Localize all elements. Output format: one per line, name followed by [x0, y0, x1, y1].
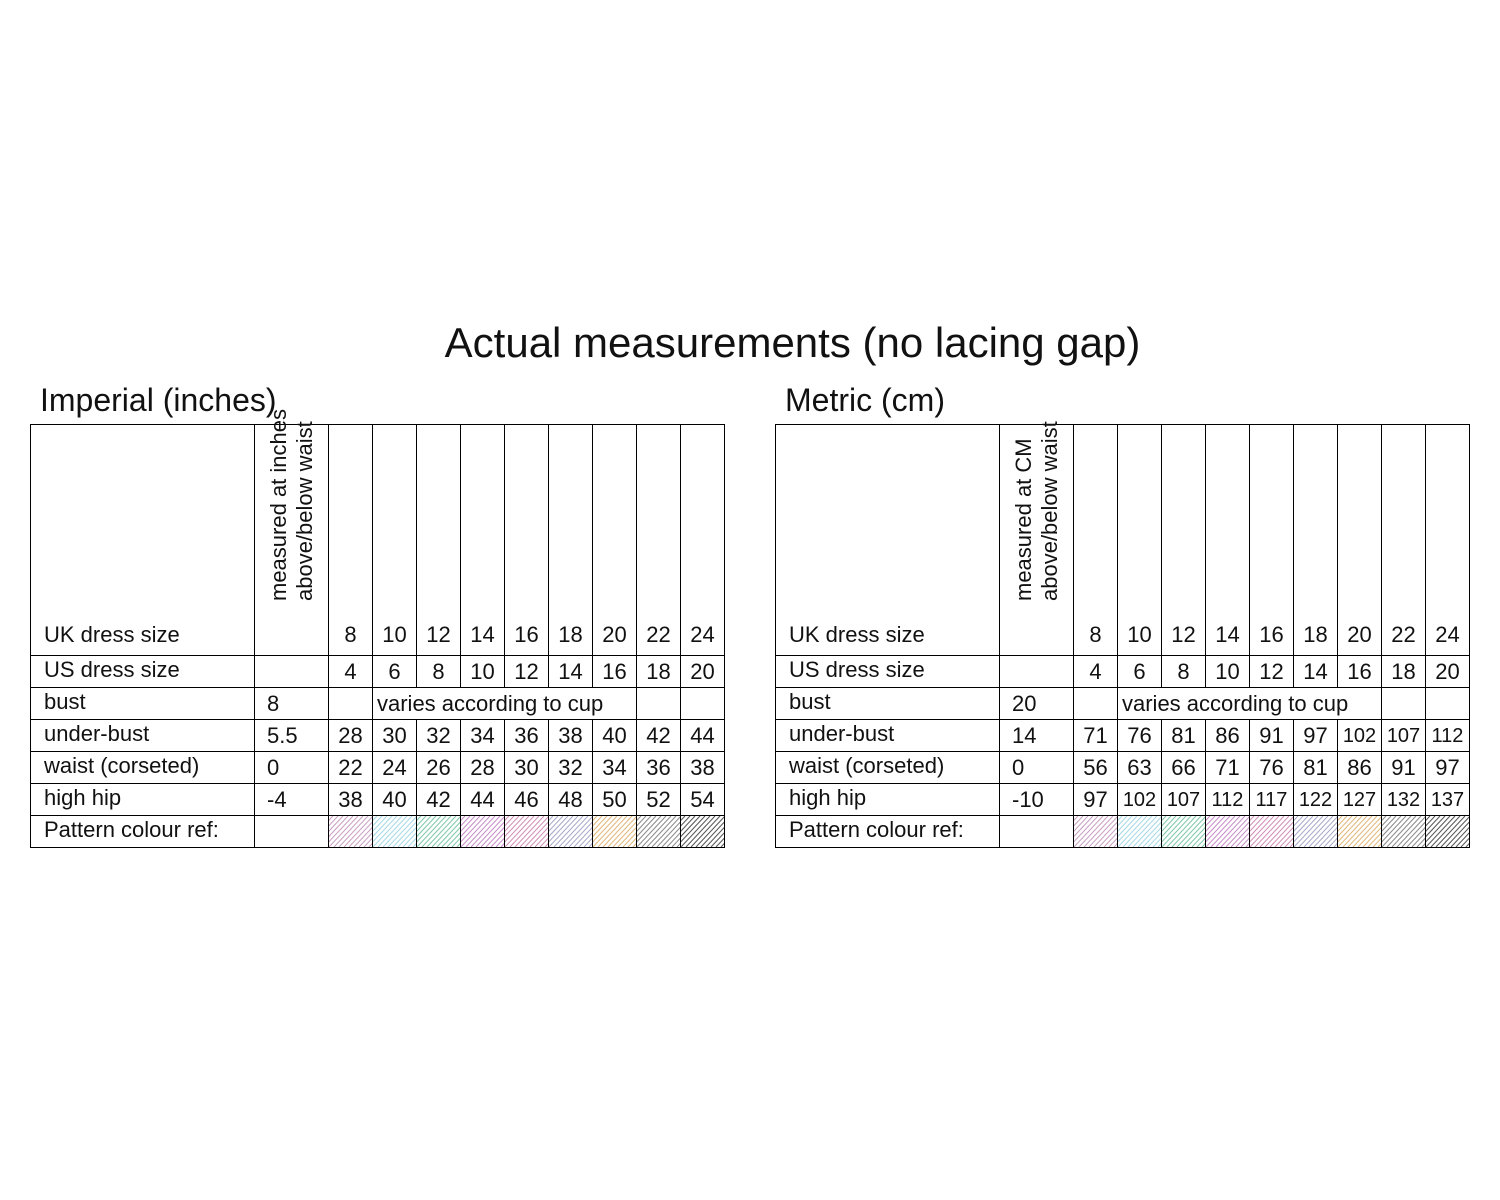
pattern-swatch — [1294, 816, 1338, 848]
value-cell: 86 — [1206, 720, 1250, 752]
row-label: under-bust — [776, 720, 1000, 752]
value-cell: 14 — [549, 656, 593, 688]
value-cell: 56 — [1074, 752, 1118, 784]
metric-section — [775, 380, 1470, 848]
value-cell: 102 — [1118, 784, 1162, 816]
value-cell: 18 — [637, 656, 681, 688]
page-title: Actual measurements (no lacing gap) — [444, 319, 1141, 366]
value-cell: 81 — [1162, 720, 1206, 752]
value-cell: 30 — [373, 720, 417, 752]
value-cell: 112 — [1426, 720, 1470, 752]
row-label: US dress size — [776, 656, 1000, 688]
row-offset: 0 — [1000, 752, 1074, 784]
row-offset: -4 — [255, 784, 329, 816]
uk-size-cell: 18 — [549, 425, 593, 656]
row-offset: 14 — [1000, 720, 1074, 752]
value-cell: 38 — [549, 720, 593, 752]
row-label: Pattern colour ref: — [31, 816, 255, 848]
table-row-waist — [776, 752, 1470, 784]
hatch-swatch-7 — [593, 816, 636, 847]
empty-cell — [1074, 688, 1118, 720]
hatch-swatch-2 — [1118, 816, 1161, 847]
value-cell: 20 — [681, 656, 725, 688]
uk-size-cell: 12 — [417, 425, 461, 656]
value-cell: 66 — [1162, 752, 1206, 784]
value-cell: 71 — [1074, 720, 1118, 752]
value-cell: 46 — [505, 784, 549, 816]
pattern-swatch — [1206, 816, 1250, 848]
uk-size-cell: 12 — [1162, 425, 1206, 656]
uk-size-cell: 22 — [1382, 425, 1426, 656]
value-cell: 132 — [1382, 784, 1426, 816]
table-row-bust — [776, 688, 1470, 720]
value-cell: 12 — [505, 656, 549, 688]
metric-table-host — [775, 421, 1470, 848]
offset-header-line1: measured at inches — [265, 409, 291, 601]
value-cell: 76 — [1118, 720, 1162, 752]
value-cell: 10 — [461, 656, 505, 688]
row-label: bust — [31, 688, 255, 720]
pattern-swatch — [681, 816, 725, 848]
pattern-swatch — [417, 816, 461, 848]
hatch-swatch-8 — [637, 816, 680, 847]
uk-size-cell: 24 — [681, 425, 725, 656]
offset-header-line1: measured at CM — [1010, 438, 1036, 601]
row-offset: -10 — [1000, 784, 1074, 816]
row-offset: 8 — [255, 688, 329, 720]
row-offset — [1000, 816, 1074, 848]
value-cell: 6 — [1118, 656, 1162, 688]
value-cell: 34 — [461, 720, 505, 752]
row-label: bust — [776, 688, 1000, 720]
uk-size-cell: 16 — [1250, 425, 1294, 656]
empty-cell — [329, 688, 373, 720]
value-cell: 12 — [1250, 656, 1294, 688]
hatch-swatch-5 — [505, 816, 548, 847]
hatch-swatch-6 — [1294, 816, 1337, 847]
row-label: waist (corseted) — [31, 752, 255, 784]
row-label: waist (corseted) — [776, 752, 1000, 784]
value-cell: 52 — [637, 784, 681, 816]
pattern-swatch — [1338, 816, 1382, 848]
uk-size-cell: 8 — [1074, 425, 1118, 656]
pattern-swatch — [637, 816, 681, 848]
uk-size-cell: 20 — [593, 425, 637, 656]
hatch-swatch-1 — [329, 816, 372, 847]
uk-dress-size-label: UK dress size — [31, 425, 255, 656]
value-cell: 42 — [637, 720, 681, 752]
hatch-swatch-4 — [461, 816, 504, 847]
value-cell: 20 — [1426, 656, 1470, 688]
value-cell: 40 — [593, 720, 637, 752]
value-cell: 8 — [1162, 656, 1206, 688]
uk-size-cell: 10 — [1118, 425, 1162, 656]
value-cell: 28 — [461, 752, 505, 784]
bust-note: varies according to cup — [373, 688, 637, 720]
offset-header-line2: above/below waist — [1036, 421, 1062, 601]
uk-size-cell: 14 — [1206, 425, 1250, 656]
value-cell: 112 — [1206, 784, 1250, 816]
value-cell: 81 — [1294, 752, 1338, 784]
value-cell: 97 — [1294, 720, 1338, 752]
hatch-swatch-6 — [549, 816, 592, 847]
row-offset — [255, 656, 329, 688]
uk-size-cell: 8 — [329, 425, 373, 656]
value-cell: 16 — [1338, 656, 1382, 688]
row-label: Pattern colour ref: — [776, 816, 1000, 848]
value-cell: 107 — [1382, 720, 1426, 752]
pattern-swatch — [1074, 816, 1118, 848]
value-cell: 42 — [417, 784, 461, 816]
pattern-swatch — [1382, 816, 1426, 848]
hatch-swatch-4 — [1206, 816, 1249, 847]
row-offset — [255, 816, 329, 848]
empty-cell — [637, 688, 681, 720]
row-label: high hip — [776, 784, 1000, 816]
row-offset: 5.5 — [255, 720, 329, 752]
hatch-swatch-7 — [1338, 816, 1381, 847]
uk-size-row — [31, 425, 725, 656]
uk-size-cell: 16 — [505, 425, 549, 656]
uk-size-cell: 18 — [1294, 425, 1338, 656]
uk-size-cell: 14 — [461, 425, 505, 656]
value-cell: 137 — [1426, 784, 1470, 816]
pattern-swatch — [461, 816, 505, 848]
pattern-swatch — [1162, 816, 1206, 848]
pattern-swatch — [1426, 816, 1470, 848]
table-row-pattern — [31, 816, 725, 848]
value-cell: 36 — [637, 752, 681, 784]
value-cell: 91 — [1382, 752, 1426, 784]
empty-cell — [1382, 688, 1426, 720]
value-cell: 32 — [549, 752, 593, 784]
table-row-high-hip — [776, 784, 1470, 816]
table-row-high-hip — [31, 784, 725, 816]
uk-size-cell: 20 — [1338, 425, 1382, 656]
pattern-swatch — [1250, 816, 1294, 848]
imperial-section — [30, 380, 725, 848]
value-cell: 71 — [1206, 752, 1250, 784]
value-cell: 86 — [1338, 752, 1382, 784]
row-offset — [1000, 656, 1074, 688]
value-cell: 18 — [1382, 656, 1426, 688]
offset-header — [1000, 421, 1074, 656]
value-cell: 91 — [1250, 720, 1294, 752]
value-cell: 44 — [461, 784, 505, 816]
table-row-pattern — [776, 816, 1470, 848]
hatch-swatch-8 — [1382, 816, 1425, 847]
value-cell: 48 — [549, 784, 593, 816]
table-row-us — [776, 656, 1470, 688]
imperial-table-host — [30, 409, 725, 848]
value-cell: 38 — [329, 784, 373, 816]
value-cell: 4 — [329, 656, 373, 688]
value-cell: 122 — [1294, 784, 1338, 816]
table-row-waist — [31, 752, 725, 784]
pattern-swatch — [329, 816, 373, 848]
row-label: under-bust — [31, 720, 255, 752]
value-cell: 76 — [1250, 752, 1294, 784]
value-cell: 117 — [1250, 784, 1294, 816]
value-cell: 54 — [681, 784, 725, 816]
imperial-title: Imperial (inches) — [40, 382, 277, 418]
row-label: high hip — [31, 784, 255, 816]
value-cell: 107 — [1162, 784, 1206, 816]
measurement-table — [775, 421, 1470, 848]
value-cell: 36 — [505, 720, 549, 752]
pattern-swatch — [373, 816, 417, 848]
value-cell: 44 — [681, 720, 725, 752]
pattern-swatch — [505, 816, 549, 848]
bust-note: varies according to cup — [1118, 688, 1382, 720]
pattern-swatch — [549, 816, 593, 848]
value-cell: 63 — [1118, 752, 1162, 784]
value-cell: 30 — [505, 752, 549, 784]
value-cell: 14 — [1294, 656, 1338, 688]
value-cell: 22 — [329, 752, 373, 784]
value-cell: 16 — [593, 656, 637, 688]
value-cell: 6 — [373, 656, 417, 688]
uk-dress-size-label: UK dress size — [776, 425, 1000, 656]
uk-size-cell: 22 — [637, 425, 681, 656]
value-cell: 28 — [329, 720, 373, 752]
value-cell: 32 — [417, 720, 461, 752]
row-offset: 0 — [255, 752, 329, 784]
pattern-swatch — [1118, 816, 1162, 848]
value-cell: 4 — [1074, 656, 1118, 688]
value-cell: 26 — [417, 752, 461, 784]
table-row-under-bust — [776, 720, 1470, 752]
hatch-swatch-1 — [1074, 816, 1117, 847]
value-cell: 97 — [1426, 752, 1470, 784]
hatch-swatch-3 — [417, 816, 460, 847]
table-row-bust — [31, 688, 725, 720]
measurement-table — [30, 409, 725, 848]
offset-header — [255, 409, 329, 656]
hatch-swatch-5 — [1250, 816, 1293, 847]
value-cell: 34 — [593, 752, 637, 784]
metric-title: Metric (cm) — [785, 382, 945, 418]
offset-header-line2: above/below waist — [291, 421, 317, 601]
hatch-swatch-3 — [1162, 816, 1205, 847]
row-label: US dress size — [31, 656, 255, 688]
hatch-swatch-2 — [373, 816, 416, 847]
pattern-swatch — [593, 816, 637, 848]
table-row-us — [31, 656, 725, 688]
value-cell: 38 — [681, 752, 725, 784]
value-cell: 127 — [1338, 784, 1382, 816]
value-cell: 97 — [1074, 784, 1118, 816]
row-offset: 20 — [1000, 688, 1074, 720]
empty-cell — [1426, 688, 1470, 720]
uk-size-row — [776, 425, 1470, 656]
hatch-swatch-9 — [681, 816, 724, 847]
value-cell: 50 — [593, 784, 637, 816]
uk-size-cell: 24 — [1426, 425, 1470, 656]
value-cell: 10 — [1206, 656, 1250, 688]
uk-size-cell: 10 — [373, 425, 417, 656]
empty-cell — [681, 688, 725, 720]
table-row-under-bust — [31, 720, 725, 752]
value-cell: 24 — [373, 752, 417, 784]
value-cell: 40 — [373, 784, 417, 816]
hatch-swatch-9 — [1426, 816, 1469, 847]
value-cell: 102 — [1338, 720, 1382, 752]
value-cell: 8 — [417, 656, 461, 688]
